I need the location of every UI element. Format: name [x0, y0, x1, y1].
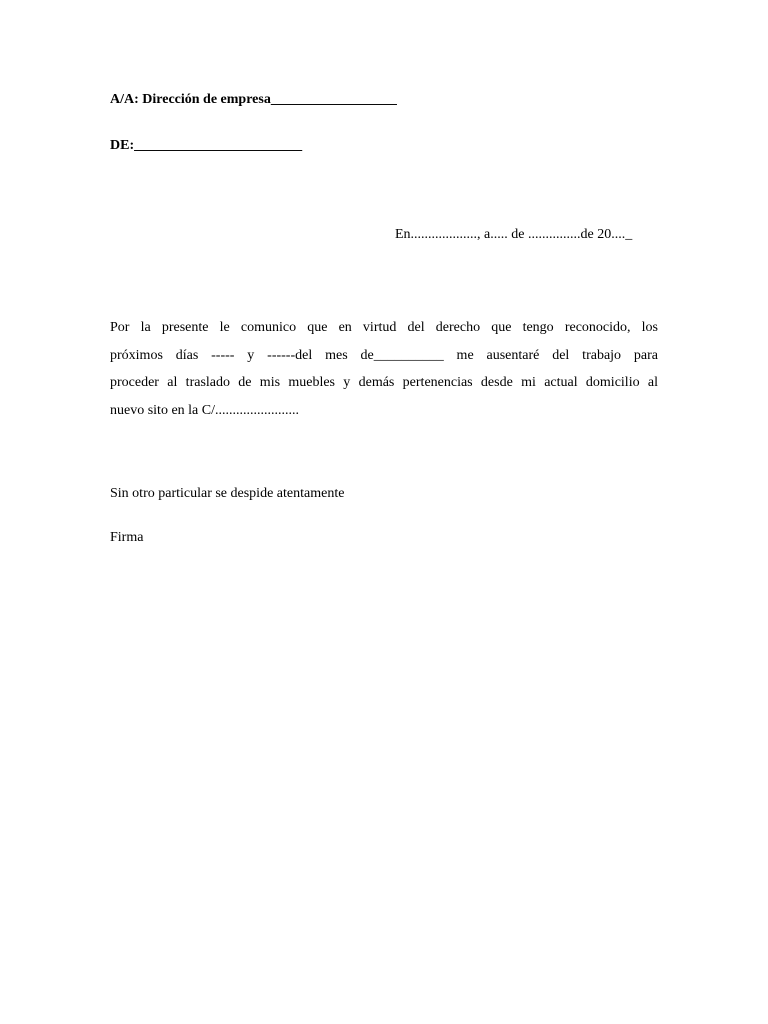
body-line: Por la presente le comunico que en virtud del derecho que tengo reconocido, los: [110, 320, 658, 335]
body-line: proceder al traslado de mis muebles y demás pertenencias desde mi actual domicilio al: [110, 375, 658, 390]
sender-line: DE:________________________: [110, 138, 303, 153]
closing-line: Sin otro particular se despide atentamente: [110, 486, 345, 501]
letter-body: [110, 314, 658, 424]
signature-label: Firma: [110, 530, 144, 545]
date-place-line: En..................., a..... de ...............de 20...._: [395, 227, 633, 242]
body-line: próximos días ----- y ------del mes de__________ me ausentaré del trabajo para: [110, 347, 658, 363]
body-line: nuevo sito en la C/........................: [110, 402, 299, 418]
recipient-line: A/A: Dirección de empresa__________________: [110, 92, 397, 107]
